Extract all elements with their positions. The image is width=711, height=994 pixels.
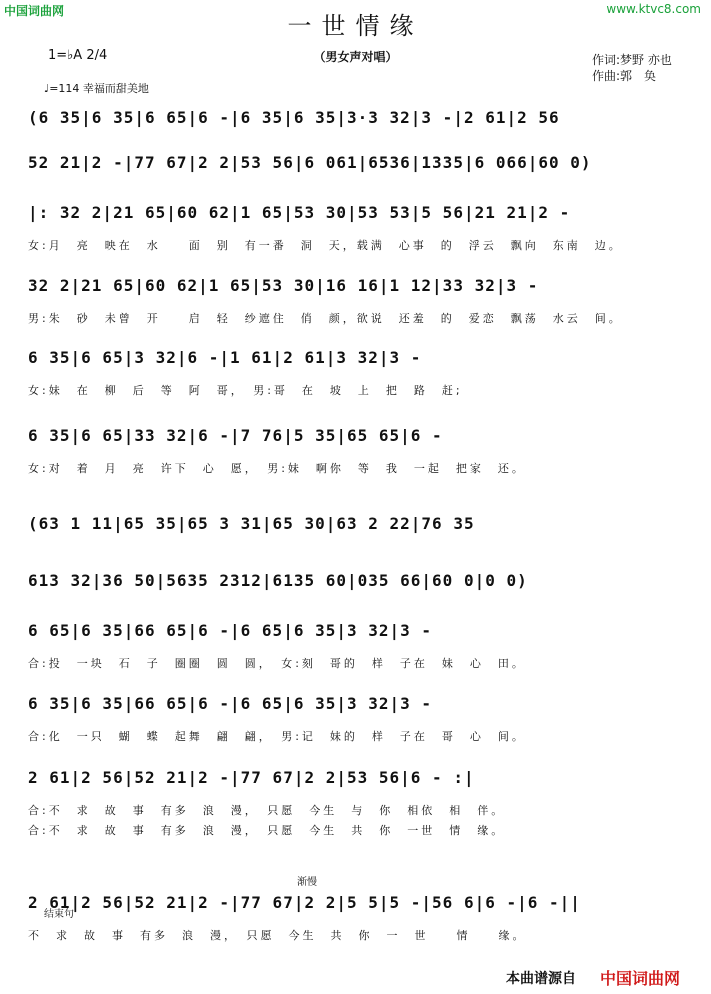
- score-line-7: (63 1 11|65 35|65 3 31|65 30|63 2 22|76 35: [28, 513, 475, 533]
- score-line-6: 6 35|6 65|33 32|6 -|7 76|5 35|65 65|6 -: [28, 425, 443, 445]
- score-line-3: |: 32 2|21 65|60 62|1 65|53 30|53 53|5 56|21 21|2 -: [28, 202, 571, 222]
- lyric-line-11: 合:不 求 故 事 有多 浪 漫， 只愿 今生 与 你 相依 相 伴。: [28, 804, 506, 817]
- lyric-line-10: 合:化 一只 蝴 蝶 起舞 翩 翩， 男:记 妹的 样 子在 哥 心 间。: [28, 730, 526, 743]
- score-line-5: 6 35|6 65|3 32|6 -|1 61|2 61|3 32|3 -: [28, 347, 422, 367]
- score-line-10: 6 35|6 35|66 65|6 -|6 65|6 35|3 32|3 -: [28, 693, 433, 713]
- lyricist: 作词:梦野 亦也: [592, 53, 672, 67]
- footer-source-text: 本曲谱源自: [506, 971, 576, 987]
- score-line-2: 52 21|2 -|77 67|2 2|53 56|6 061|6536|1335|6 066|60 0): [28, 152, 592, 172]
- score-line-9: 6 65|6 35|66 65|6 -|6 65|6 35|3 32|3 -: [28, 620, 433, 640]
- lyric-line-9: 合:投 一块 石 子 圈圈 圆 圆， 女:刻 哥的 样 子在 妹 心 田。: [28, 657, 526, 670]
- site-url-right: www.ktvc8.com: [606, 2, 701, 16]
- footer-source-site: 中国词曲网: [600, 969, 681, 988]
- key-signature: 1=♭A 2/4: [48, 48, 108, 63]
- score-line-12: 2 61|2 56|52 21|2 -|77 67|2 2|5 5|5 -|56 6|6 -|6 -||: [28, 892, 581, 912]
- lyric-line-5: 女:妹 在 柳 后 等 阿 哥， 男:哥 在 坡 上 把 路 赶;: [28, 384, 463, 397]
- credits: [592, 52, 672, 84]
- score-line-1: (6 35|6 35|6 65|6 -|6 35|6 35|3·3 32|3 -|2 61|2 56: [28, 107, 560, 127]
- site-logo-left: 中国词曲网: [4, 4, 65, 18]
- lyric-line-11-b: 合:不 求 故 事 有多 浪 漫， 只愿 今生 共 你 一世 情 缘。: [28, 824, 506, 837]
- score-line-11: 2 61|2 56|52 21|2 -|77 67|2 2|53 56|6 - :|: [28, 767, 475, 787]
- lyric-line-12: 不 求 故 事 有多 浪 漫， 只愿 今生 共 你 一 世 情 缘。: [28, 929, 527, 942]
- tempo-marking: ♩=114 幸福而甜美地: [44, 82, 149, 95]
- rit-label: 渐慢: [297, 877, 317, 888]
- song-title: 一世情缘: [287, 12, 424, 40]
- lyric-line-3: 女:月 亮 映在 水 面 别 有一番 洞 天，载满 心事 的 浮云 飘向 东南 边。: [28, 239, 623, 252]
- song-subtitle: （男女声对唱）: [313, 50, 398, 64]
- composer: 作曲:郭 奂: [592, 69, 657, 83]
- lyric-line-4: 男:朱 砂 未曾 开 启 轻 纱遮住 俏 颜，欲说 还羞 的 爱恋 飘荡 水云 间。: [28, 312, 623, 325]
- lyric-line-6: 女:对 着 月 亮 许下 心 愿， 男:妹 啊你 等 我 一起 把家 还。: [28, 462, 526, 475]
- score-line-4: 32 2|21 65|60 62|1 65|53 30|16 16|1 12|33 32|3 -: [28, 275, 539, 295]
- section-label: 结束句: [44, 909, 74, 920]
- score-line-8: 613 32|36 50|5635 2312|6135 60|035 66|60 0|0 0): [28, 570, 528, 590]
